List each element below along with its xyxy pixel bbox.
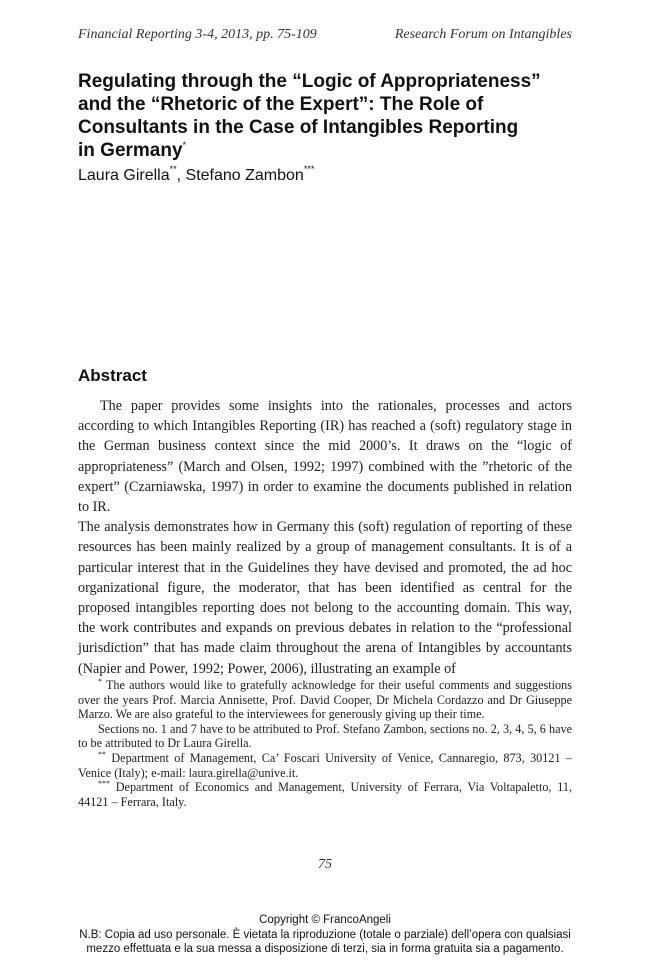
- footnote-mark: *: [98, 677, 102, 686]
- footnote-text: The authors would like to gratefully acknowledge for their useful comments and suggestions over the years Prof. Marcia Annisette, Prof. David Cooper, Dr Michela Cordazzo and Dr Giuseppe Marzo. We are also grateful to the interviewees for generously giving up their time.: [78, 678, 572, 722]
- title-line: Consultants in the Case of Intangibles Reporting: [78, 117, 519, 138]
- abstract-paragraph: The analysis demonstrates how in Germany this (soft) regulation of reporting of these resources has been mainly realized by a group of management consultants. It is of a particular interest that in the Guidelines they have devised and promoted, the ad hoc organizational figure, the moderator, that has been identified as central for the proposed intangibles reporting does not belong to the accounting domain. This way, the work contributes and expands on previous debates in relation to the “professional jurisdiction” that has made claim throughout the arena of Intangibles by accountants (Napier and Power, 1992; Power, 2006), illustrating an example of: [78, 519, 572, 677]
- abstract-body: [78, 396, 572, 679]
- paper-title: [78, 70, 568, 162]
- author-footnote-mark: **: [169, 164, 177, 174]
- footnote: [78, 722, 572, 751]
- copyright-notice: [0, 913, 650, 957]
- footnote: [78, 751, 572, 780]
- journal-citation: Financial Reporting 3-4, 2013, pp. 75-109: [78, 27, 317, 42]
- journal-section: Research Forum on Intangibles: [394, 27, 572, 42]
- title-line: Regulating through the “Logic of Appropriateness”: [78, 71, 541, 92]
- author-separator: ,: [176, 167, 186, 184]
- author-list: [78, 164, 315, 185]
- abstract-paragraph: The paper provides some insights into the rationales, processes and actors according to which Intangibles Reporting (IR) has reached a (soft) regulatory stage in the German business context since the mid 2000’s. It draws on the “logic of appropriateness” (March and Olsen, 1992; 1997) combined with the ”rhetoric of the expert” (Czarniawska, 1997) in order to examine the documents published in relation to IR.: [78, 398, 572, 516]
- footnote-text: Department of Economics and Management, University of Ferrara, Via Voltapaletto, 11, 44121 – Ferrara, Italy.: [78, 780, 572, 809]
- title-footnote-mark: *: [182, 140, 187, 150]
- footnote-text: Sections no. 1 and 7 have to be attributed to Prof. Stefano Zambon, sections no. 2, 3, 4, 5, 6 have to be attributed to Dr Laura Girella.: [78, 721, 572, 751]
- author-name: Stefano Zambon: [185, 167, 304, 184]
- author-footnote-mark: ***: [303, 164, 315, 174]
- footnote-mark: **: [98, 749, 106, 759]
- title-line: in Germany: [78, 140, 183, 161]
- copyright-line: Copyright © FrancoAngeli: [259, 914, 391, 926]
- copyright-line: mezzo effettuata e la sua messa a disposizione di terzi, sia in forma gratuita sia a pagamento.: [86, 943, 564, 955]
- copyright-line: N.B: Copia ad uso personale. È vietata la riproduzione (totale o parziale) dell’opera con qualsiasi: [79, 928, 571, 941]
- footnote: [78, 678, 572, 722]
- page-number: 75: [318, 857, 332, 872]
- abstract-heading: Abstract: [78, 366, 147, 385]
- footnotes: [78, 678, 572, 809]
- footnote-text: Department of Management, Ca’ Foscari University of Venice, Cannaregio, 873, 30121 – Venice (Italy); e-mail: laura.girella@unive.it.: [78, 750, 572, 780]
- footnote-mark: ***: [98, 779, 110, 789]
- footnote: [78, 780, 572, 809]
- title-line: and the “Rhetoric of the Expert”: The Role of: [78, 94, 484, 115]
- author-name: Laura Girella: [78, 167, 170, 184]
